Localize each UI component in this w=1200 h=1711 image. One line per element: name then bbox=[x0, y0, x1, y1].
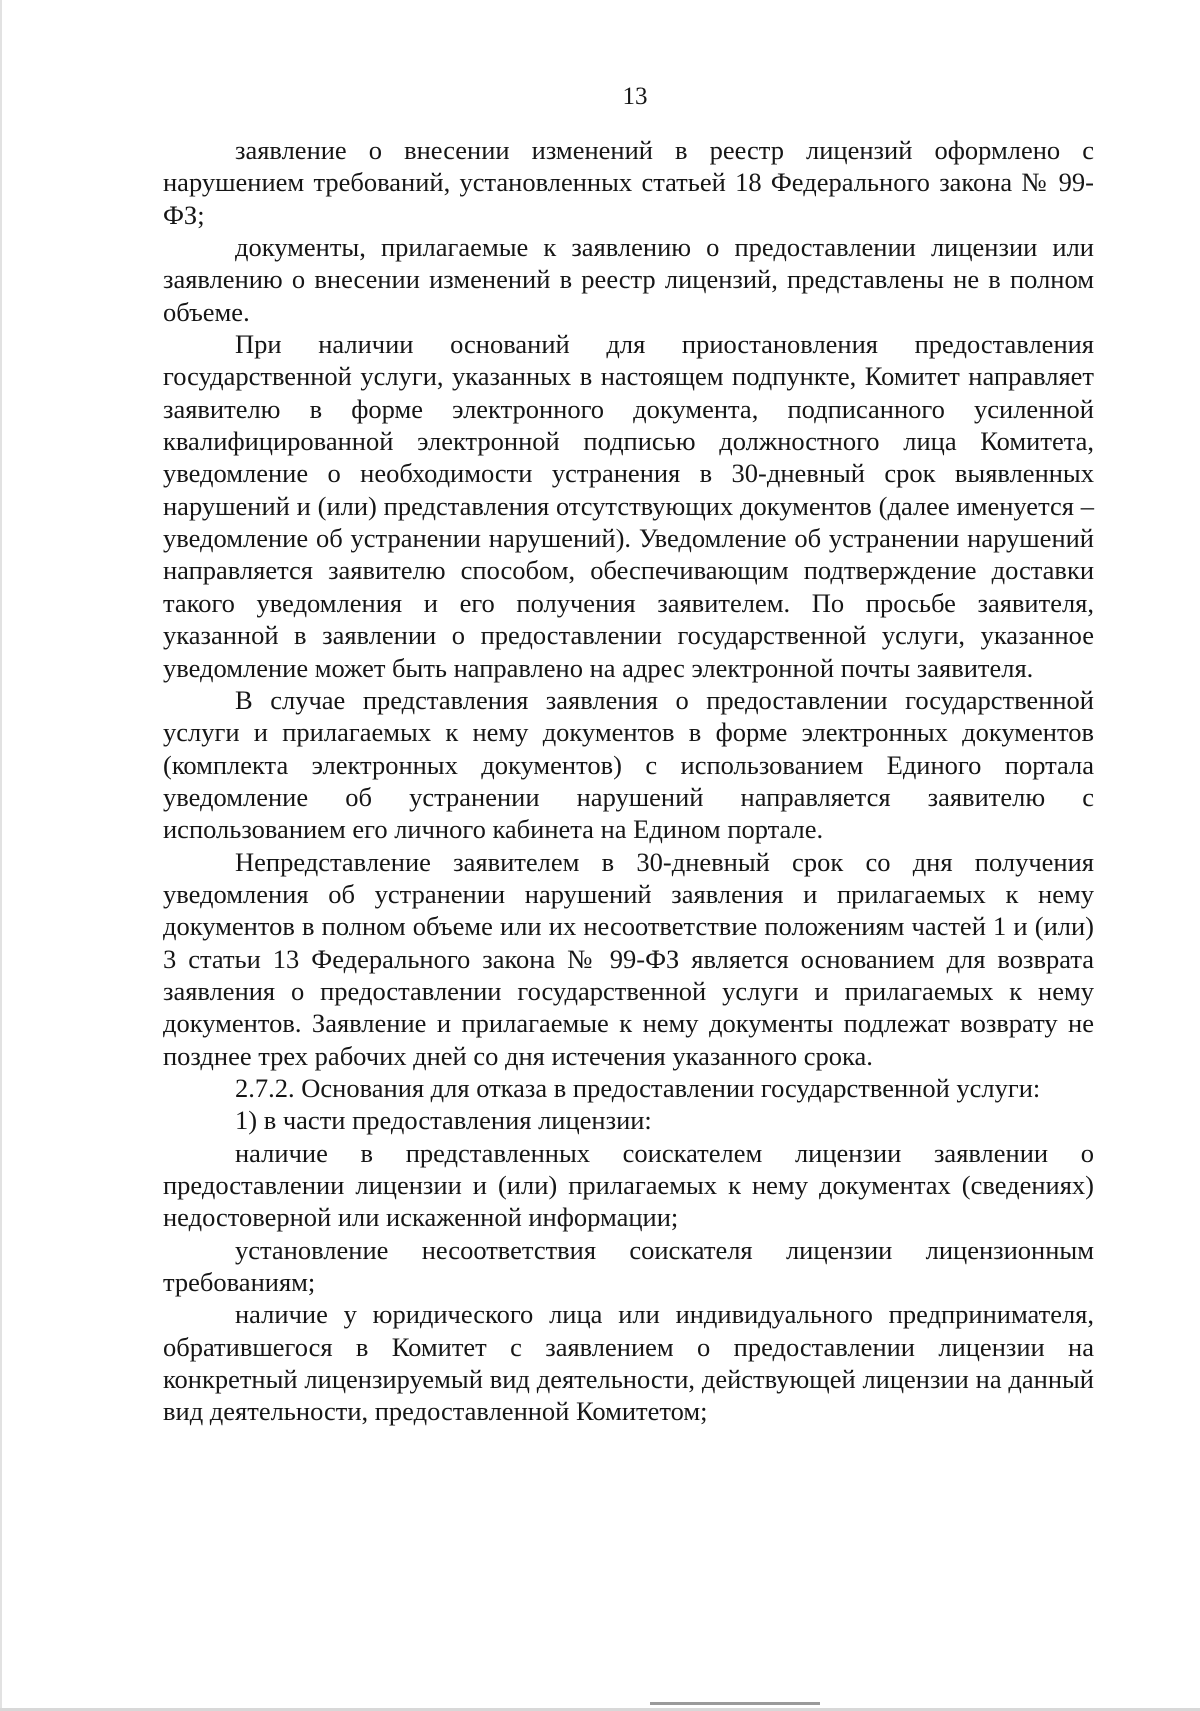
paragraph: В случае представления заявления о предоставлении государственной услуги и прилагаемых к нему документов в форме электронных документов (комплекта электронных документов) с использованием Единого портала уведомление об устранении нарушений направляется заявителю с использованием его личного кабинета на Едином портале. bbox=[163, 684, 1094, 845]
document-text bbox=[163, 134, 1094, 1428]
section-heading-paragraph: 2.7.2. Основания для отказа в предоставлении государственной услуги: bbox=[235, 1072, 1041, 1103]
paragraph: документы, прилагаемые к заявлению о предоставлении лицензии или заявлению о внесении изменений в реестр лицензий, представлены не в полном объеме. bbox=[163, 232, 1094, 327]
scan-left-edge bbox=[0, 0, 2, 1711]
paragraph: Непредставление заявителем в 30-дневный срок со дня получения уведомления об устранении нарушений заявления и прилагаемых к нему документов в полном объеме или их несоответствие положениям частей 1 и (или) 3 статьи 13 Федерального закона № 99-ФЗ является основанием для возврата заявления о предоставлении государственной услуги и прилагаемых к нему документов. Заявление и прилагаемые к нему документы подлежат возврату не позднее трех рабочих дней со дня истечения указанного срока. bbox=[163, 846, 1094, 1071]
paragraph: наличие в представленных соискателем лицензии заявлении о предоставлении лицензии и (или) прилагаемых к нему документах (сведениях) недостоверной или искаженной информации; bbox=[163, 1137, 1094, 1233]
paragraph: наличие у юридического лица или индивидуального предпринимателя, обратившегося в Комитет с заявлением о предоставлении лицензии на конкретный лицензируемый вид деятельности, действующей лицензии на данный вид деятельности, предоставленной Комитетом; bbox=[163, 1299, 1094, 1427]
list-item-paragraph: 1) в части предоставления лицензии: bbox=[235, 1105, 652, 1136]
page-number: 13 bbox=[622, 83, 648, 110]
scan-bottom-smudge bbox=[650, 1702, 820, 1705]
paragraph: заявление о внесении изменений в реестр лицензий оформлено с нарушением требований, установленных статьей 18 Федерального закона № 99-ФЗ; bbox=[163, 135, 1094, 230]
paragraph: При наличии оснований для приостановления предоставления государственной услуги, указанных в настоящем подпункте, Комитет направляет заявителю в форме электронного документа, подписанного усиленной квалифицированной электронной подписью должностного лица Комитета, уведомление о необходимости устранения в 30-дневный срок выявленных нарушений и (или) представления отсутствующих документов (далее именуется – уведомление об устранении нарушений). Уведомление об устранении нарушений направляется заявителю способом, обеспечивающим подтверждение доставки такого уведомления и его получения заявителем. По просьбе заявителя, указанной в заявлении о предоставлении государственной услуги, указанное уведомление может быть направлено на адрес электронной почты заявителя. bbox=[163, 329, 1094, 683]
paragraph: установление несоответствия соискателя лицензии лицензионным требованиям; bbox=[163, 1234, 1094, 1298]
